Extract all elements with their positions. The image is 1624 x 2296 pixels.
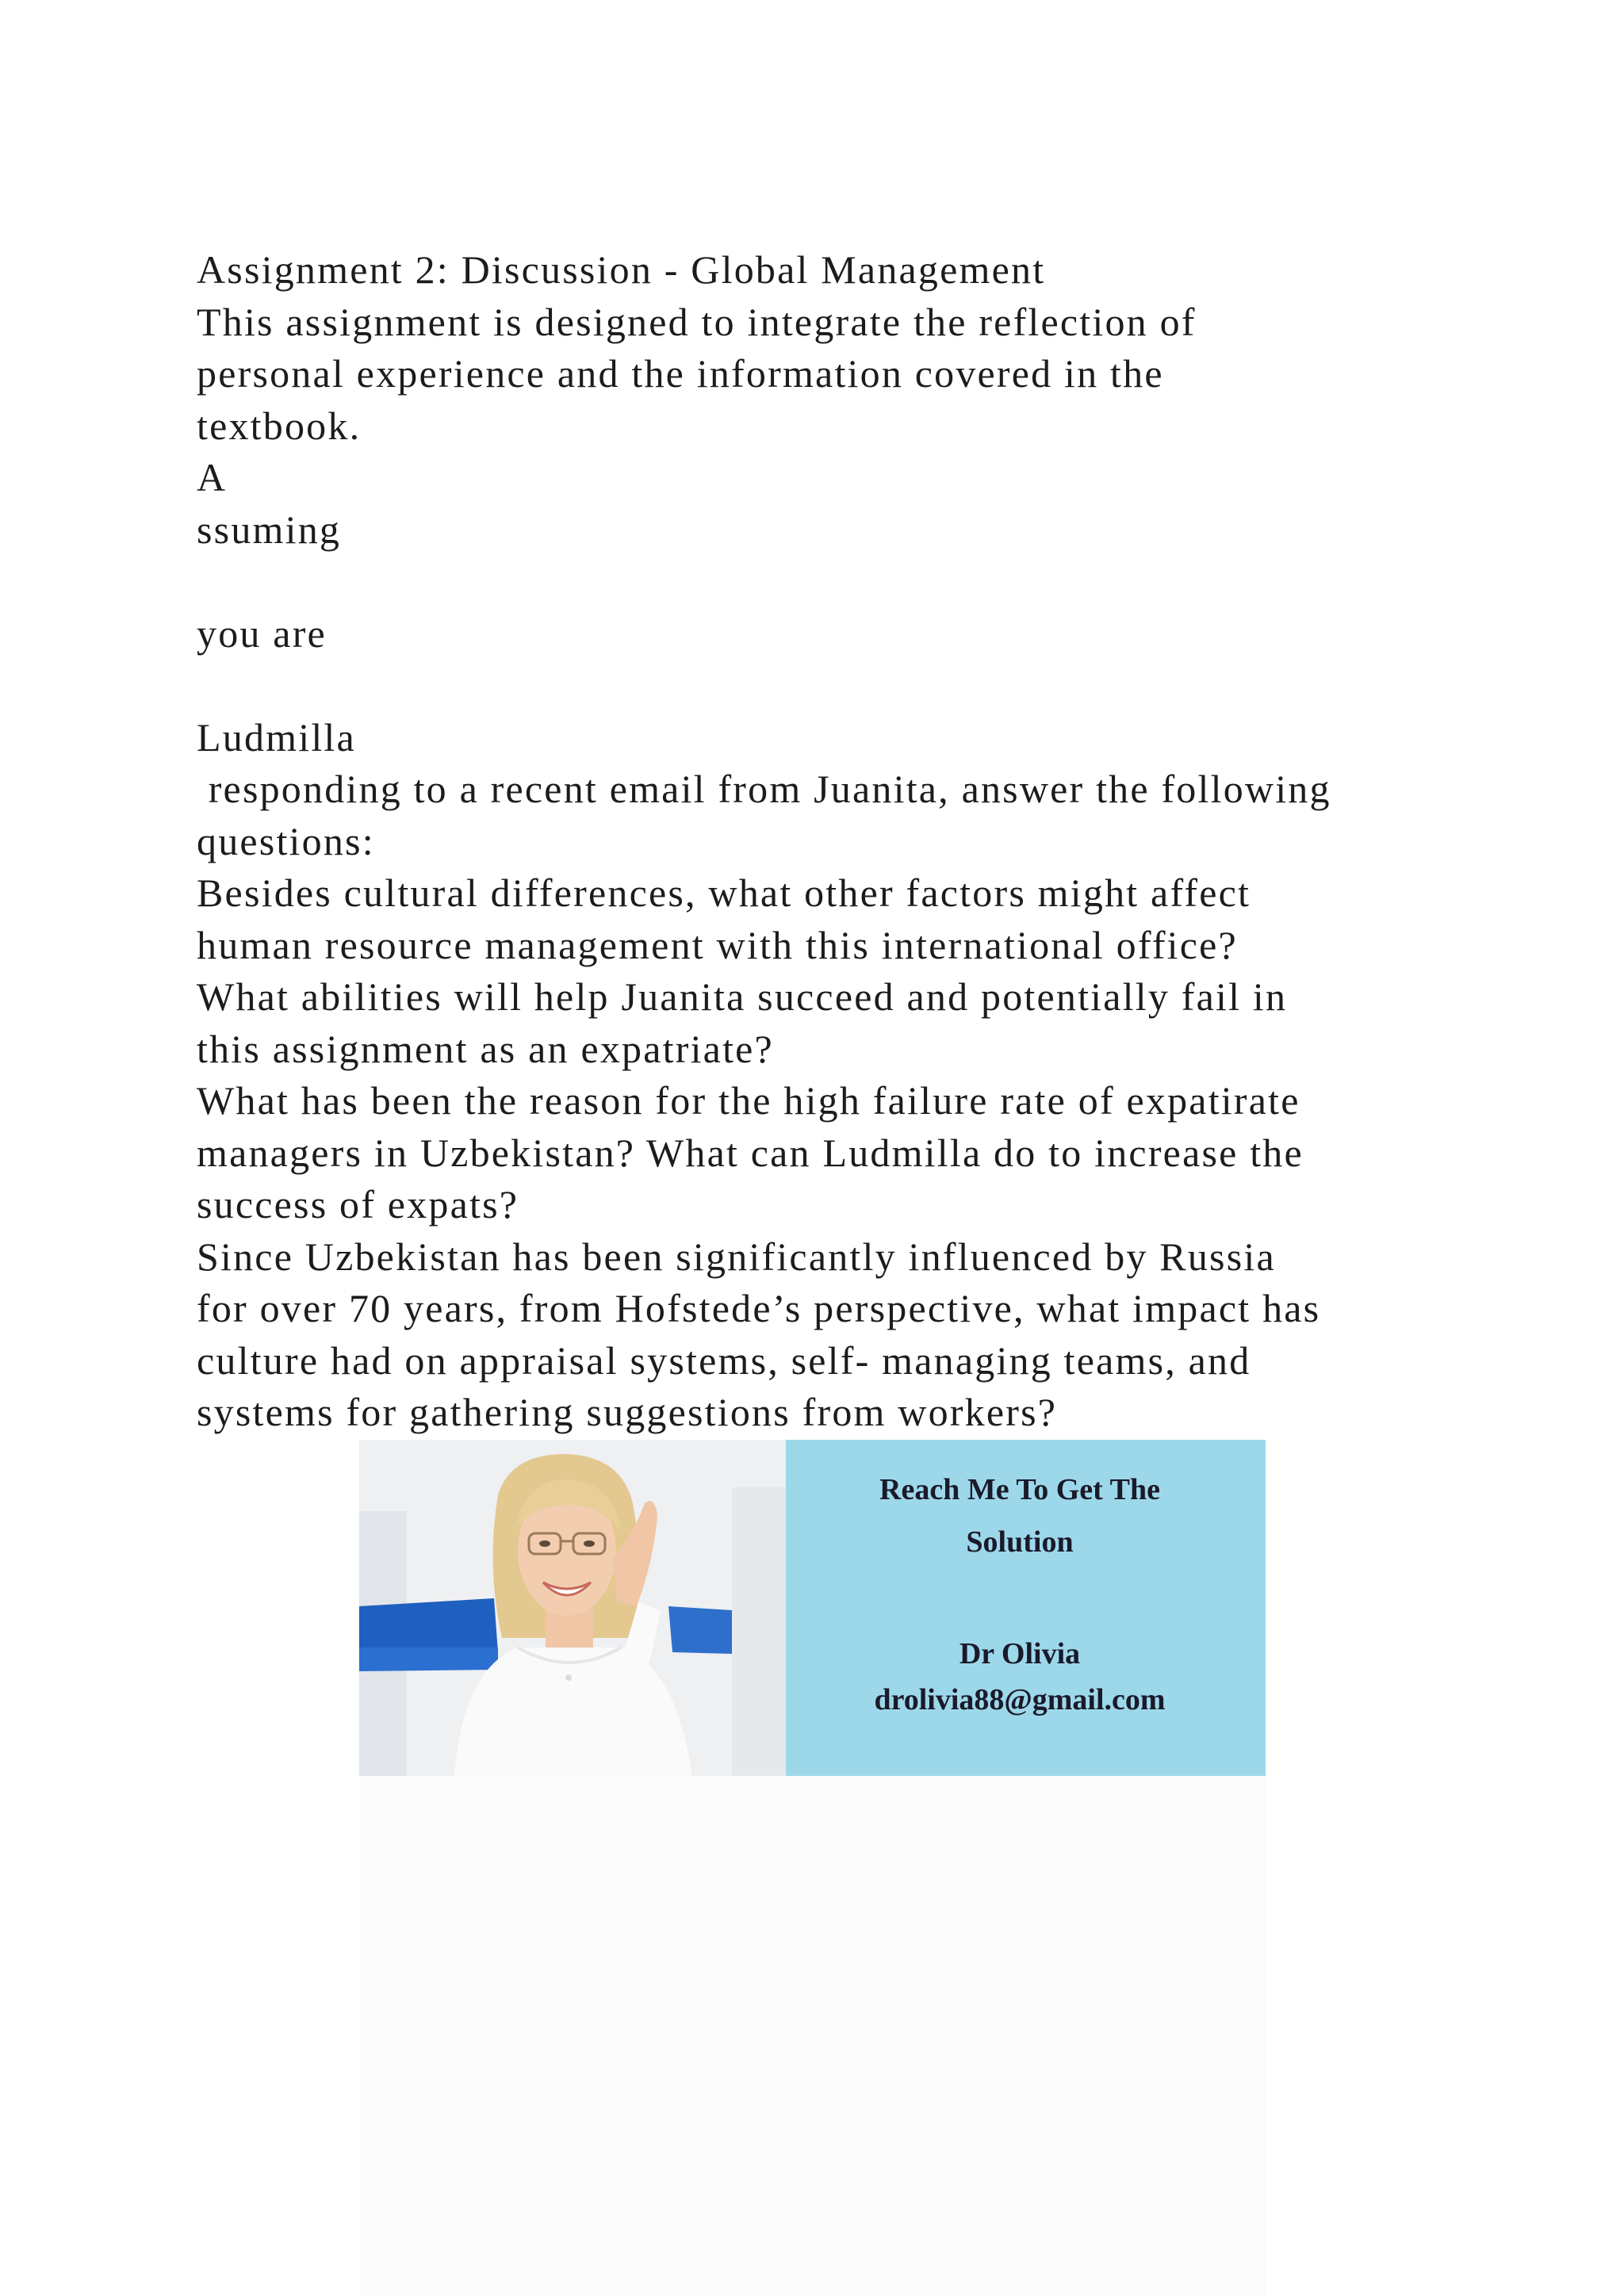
text-line bbox=[197, 660, 1497, 712]
question-line: human resource management with this international office? bbox=[197, 922, 1238, 967]
cta-text bbox=[786, 1464, 1254, 1568]
text-line: This assignment is designed to integrate the reflection of bbox=[197, 299, 1197, 344]
text-line: personal experience and the information covered in the bbox=[197, 351, 1164, 396]
woman-illustration bbox=[359, 1440, 786, 1776]
text-line bbox=[197, 556, 1497, 608]
question-line: What abilities will help Juanita succeed and potentially fail in bbox=[197, 974, 1288, 1019]
cta-line: Solution bbox=[966, 1525, 1074, 1559]
question-line: managers in Uzbekistan? What can Ludmilla do to increase the bbox=[197, 1130, 1304, 1175]
cta-line: Reach Me To Get The bbox=[879, 1473, 1160, 1506]
question-line: this assignment as an expatriate? bbox=[197, 1026, 774, 1071]
question-line: systems for gathering suggestions from workers? bbox=[197, 1390, 1058, 1434]
text-line: A bbox=[197, 455, 228, 499]
text-line: Ludmilla bbox=[197, 714, 356, 760]
question-line: Since Uzbekistan has been significantly influenced by Russia bbox=[197, 1234, 1276, 1279]
contact-banner bbox=[359, 1440, 1266, 1776]
contact-email[interactable]: drolivia88@gmail.com bbox=[874, 1683, 1166, 1716]
assignment-text bbox=[197, 244, 1497, 1439]
question-line: culture had on appraisal systems, self- managing teams, and bbox=[197, 1337, 1251, 1383]
question-line: success of expats? bbox=[197, 1182, 519, 1226]
question-line: Besides cultural differences, what other factors might affect bbox=[197, 871, 1251, 915]
text-line: textbook. bbox=[197, 403, 362, 448]
blank-area bbox=[359, 1776, 1266, 2296]
question-line: for over 70 years, from Hofstede’s perspective, what impact has bbox=[197, 1286, 1321, 1330]
contact-info-panel bbox=[786, 1440, 1266, 1776]
text-line: ssuming bbox=[197, 507, 342, 552]
document-title: Assignment 2: Discussion - Global Management bbox=[197, 247, 1046, 292]
question-line: What has been the reason for the high failure rate of expatirate bbox=[197, 1078, 1300, 1123]
woman-photo bbox=[359, 1440, 786, 1776]
text-line: you are bbox=[197, 610, 327, 656]
contact-name: Dr Olivia bbox=[959, 1637, 1081, 1670]
text-line: questions: bbox=[197, 818, 375, 863]
text-line: responding to a recent email from Juanita, answer the following bbox=[197, 767, 1331, 811]
